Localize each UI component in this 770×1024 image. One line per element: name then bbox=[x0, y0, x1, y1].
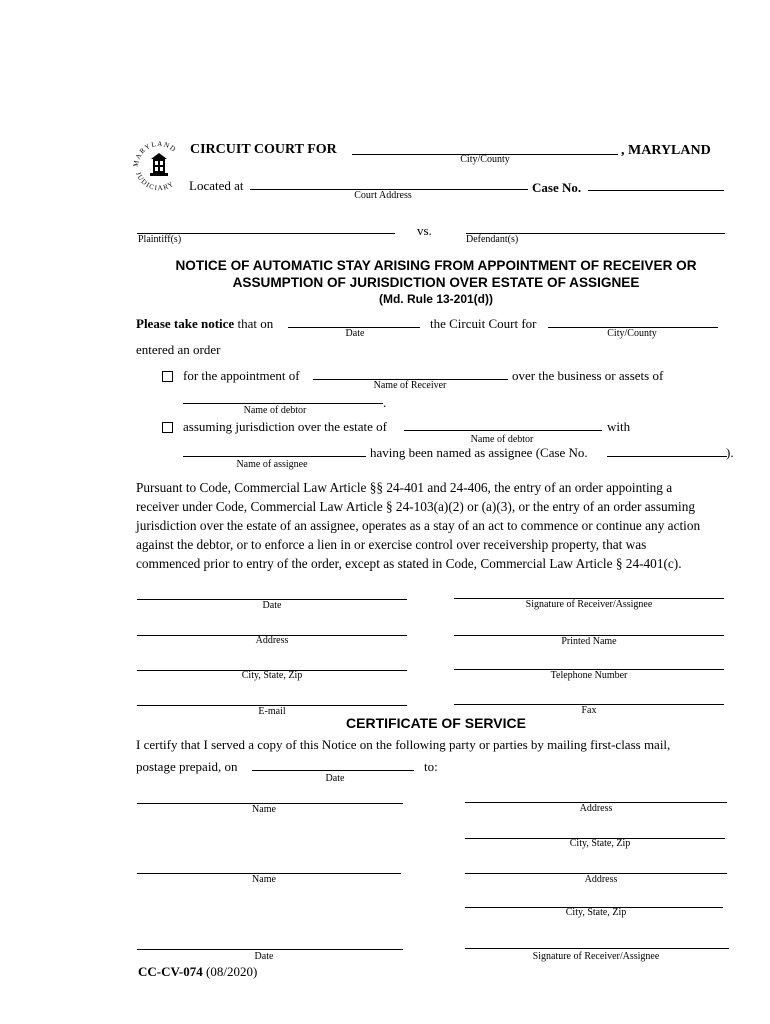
telephone-caption: Telephone Number bbox=[550, 670, 628, 681]
court-address-caption: Court Address bbox=[354, 190, 412, 201]
sig-date-caption: Date bbox=[262, 600, 282, 611]
plaintiff-caption: Plaintiff(s) bbox=[138, 234, 182, 245]
receiver-checkbox[interactable] bbox=[162, 371, 173, 382]
city-county-caption: City/County bbox=[460, 154, 510, 165]
debtor-name-field-2[interactable] bbox=[404, 430, 602, 431]
defendant-caption: Defendant(s) bbox=[466, 234, 519, 245]
stay-paragraph-line-1: Pursuant to Code, Commercial Law Article §§ 24-401 and 24-406, the entry of an order appointing a bbox=[136, 480, 673, 495]
please-take-notice bbox=[136, 316, 273, 332]
form-code-number: CC-CV-074 bbox=[138, 964, 203, 979]
stay-paragraph-line-4: against the debtor, or to enforce a lien in or exercise control over receivership property, that was bbox=[136, 537, 647, 552]
service-date-caption: Date bbox=[325, 773, 345, 784]
case-no-label: Case No. bbox=[532, 180, 582, 195]
stay-paragraph-line-2: receiver under Code, Commercial Law Article § 24-103(a)(2) or (a)(3), or the entry of an order assuming bbox=[136, 499, 695, 514]
please-take-notice-bold: Please take notice bbox=[136, 316, 235, 331]
order-date-caption: Date bbox=[345, 328, 365, 339]
option1-period: . bbox=[383, 395, 387, 410]
to-label: to: bbox=[424, 759, 438, 774]
fax-caption: Fax bbox=[581, 705, 597, 716]
seal-text-bottom: JUDICIARY bbox=[134, 170, 176, 193]
certificate-date-field[interactable] bbox=[137, 949, 403, 950]
assignee-close: ). bbox=[726, 445, 734, 460]
located-label: Located at bbox=[189, 178, 244, 193]
party1-city-caption: City, State, Zip bbox=[569, 838, 631, 849]
party2-address-caption: Address bbox=[584, 874, 618, 885]
entered-order-label: entered an order bbox=[136, 342, 221, 357]
party1-name-caption: Name bbox=[252, 804, 276, 815]
rule-reference: (Md. Rule 13-201(d)) bbox=[378, 292, 493, 306]
party2-name-caption: Name bbox=[252, 874, 276, 885]
option2-with-label: with bbox=[607, 419, 631, 434]
certificate-signature-caption: Signature of Receiver/Assignee bbox=[532, 951, 660, 962]
stay-paragraph-line-3: jurisdiction over the estate of an assignee, operates as a stay of an act to commence or continue any action bbox=[136, 518, 701, 533]
certificate-title: CERTIFICATE OF SERVICE bbox=[346, 715, 526, 731]
assignee-name-field[interactable] bbox=[183, 456, 366, 457]
signature-caption: Signature of Receiver/Assignee bbox=[525, 599, 653, 610]
assignee-checkbox[interactable] bbox=[162, 422, 173, 433]
email-caption: E-mail bbox=[258, 706, 286, 717]
maryland-judiciary-seal bbox=[132, 137, 186, 199]
certificate-signature-field[interactable] bbox=[465, 948, 729, 949]
form-code bbox=[138, 964, 257, 980]
notice-title-line1: NOTICE OF AUTOMATIC STAY ARISING FROM APPOINTMENT OF RECEIVER OR bbox=[175, 258, 697, 273]
option1-after-label: over the business or assets of bbox=[512, 368, 664, 383]
please-take-notice-rest: that on bbox=[237, 316, 274, 331]
party1-address-caption: Address bbox=[579, 803, 613, 814]
case-no-field[interactable] bbox=[588, 190, 724, 191]
notice-title-line2: ASSUMPTION OF JURISDICTION OVER ESTATE OF ASSIGNEE bbox=[232, 275, 640, 290]
circuit-court-for-label: the Circuit Court for bbox=[430, 316, 537, 331]
notice-city-county-caption: City/County bbox=[607, 328, 657, 339]
printed-name-caption: Printed Name bbox=[561, 636, 617, 647]
service-date-field[interactable] bbox=[252, 770, 414, 771]
state-label: , MARYLAND bbox=[621, 143, 711, 158]
party2-city-caption: City, State, Zip bbox=[565, 907, 627, 918]
certificate-date-caption: Date bbox=[254, 951, 274, 962]
assignee-name-caption: Name of assignee bbox=[236, 459, 308, 470]
certificate-line-1: I certify that I served a copy of this Notice on the following party or parties by mailing first-class mail, bbox=[136, 737, 671, 752]
sig-address-caption: Address bbox=[255, 635, 289, 646]
seal-text-top: MARYLAND bbox=[132, 139, 179, 168]
option2-label: assuming jurisdiction over the estate of bbox=[183, 419, 387, 434]
assignee-named-label: having been named as assignee (Case No. bbox=[370, 445, 588, 460]
receiver-name-caption: Name of Receiver bbox=[373, 380, 447, 391]
debtor-name-caption-1: Name of debtor bbox=[243, 405, 307, 416]
debtor-name-caption-2: Name of debtor bbox=[470, 434, 534, 445]
certificate-line-2: postage prepaid, on bbox=[136, 759, 238, 774]
vs-label: vs. bbox=[417, 223, 432, 238]
sig-city-caption: City, State, Zip bbox=[241, 670, 303, 681]
court-label: CIRCUIT COURT FOR bbox=[190, 142, 337, 157]
option1-label: for the appointment of bbox=[183, 368, 300, 383]
assignee-case-no-field[interactable] bbox=[607, 456, 727, 457]
debtor-name-field-1[interactable] bbox=[183, 403, 383, 404]
stay-paragraph-line-5: commenced prior to entry of the order, except as stated in Code, Commercial Law Article § 24-401(c). bbox=[136, 556, 682, 571]
form-code-date: (08/2020) bbox=[206, 964, 258, 979]
